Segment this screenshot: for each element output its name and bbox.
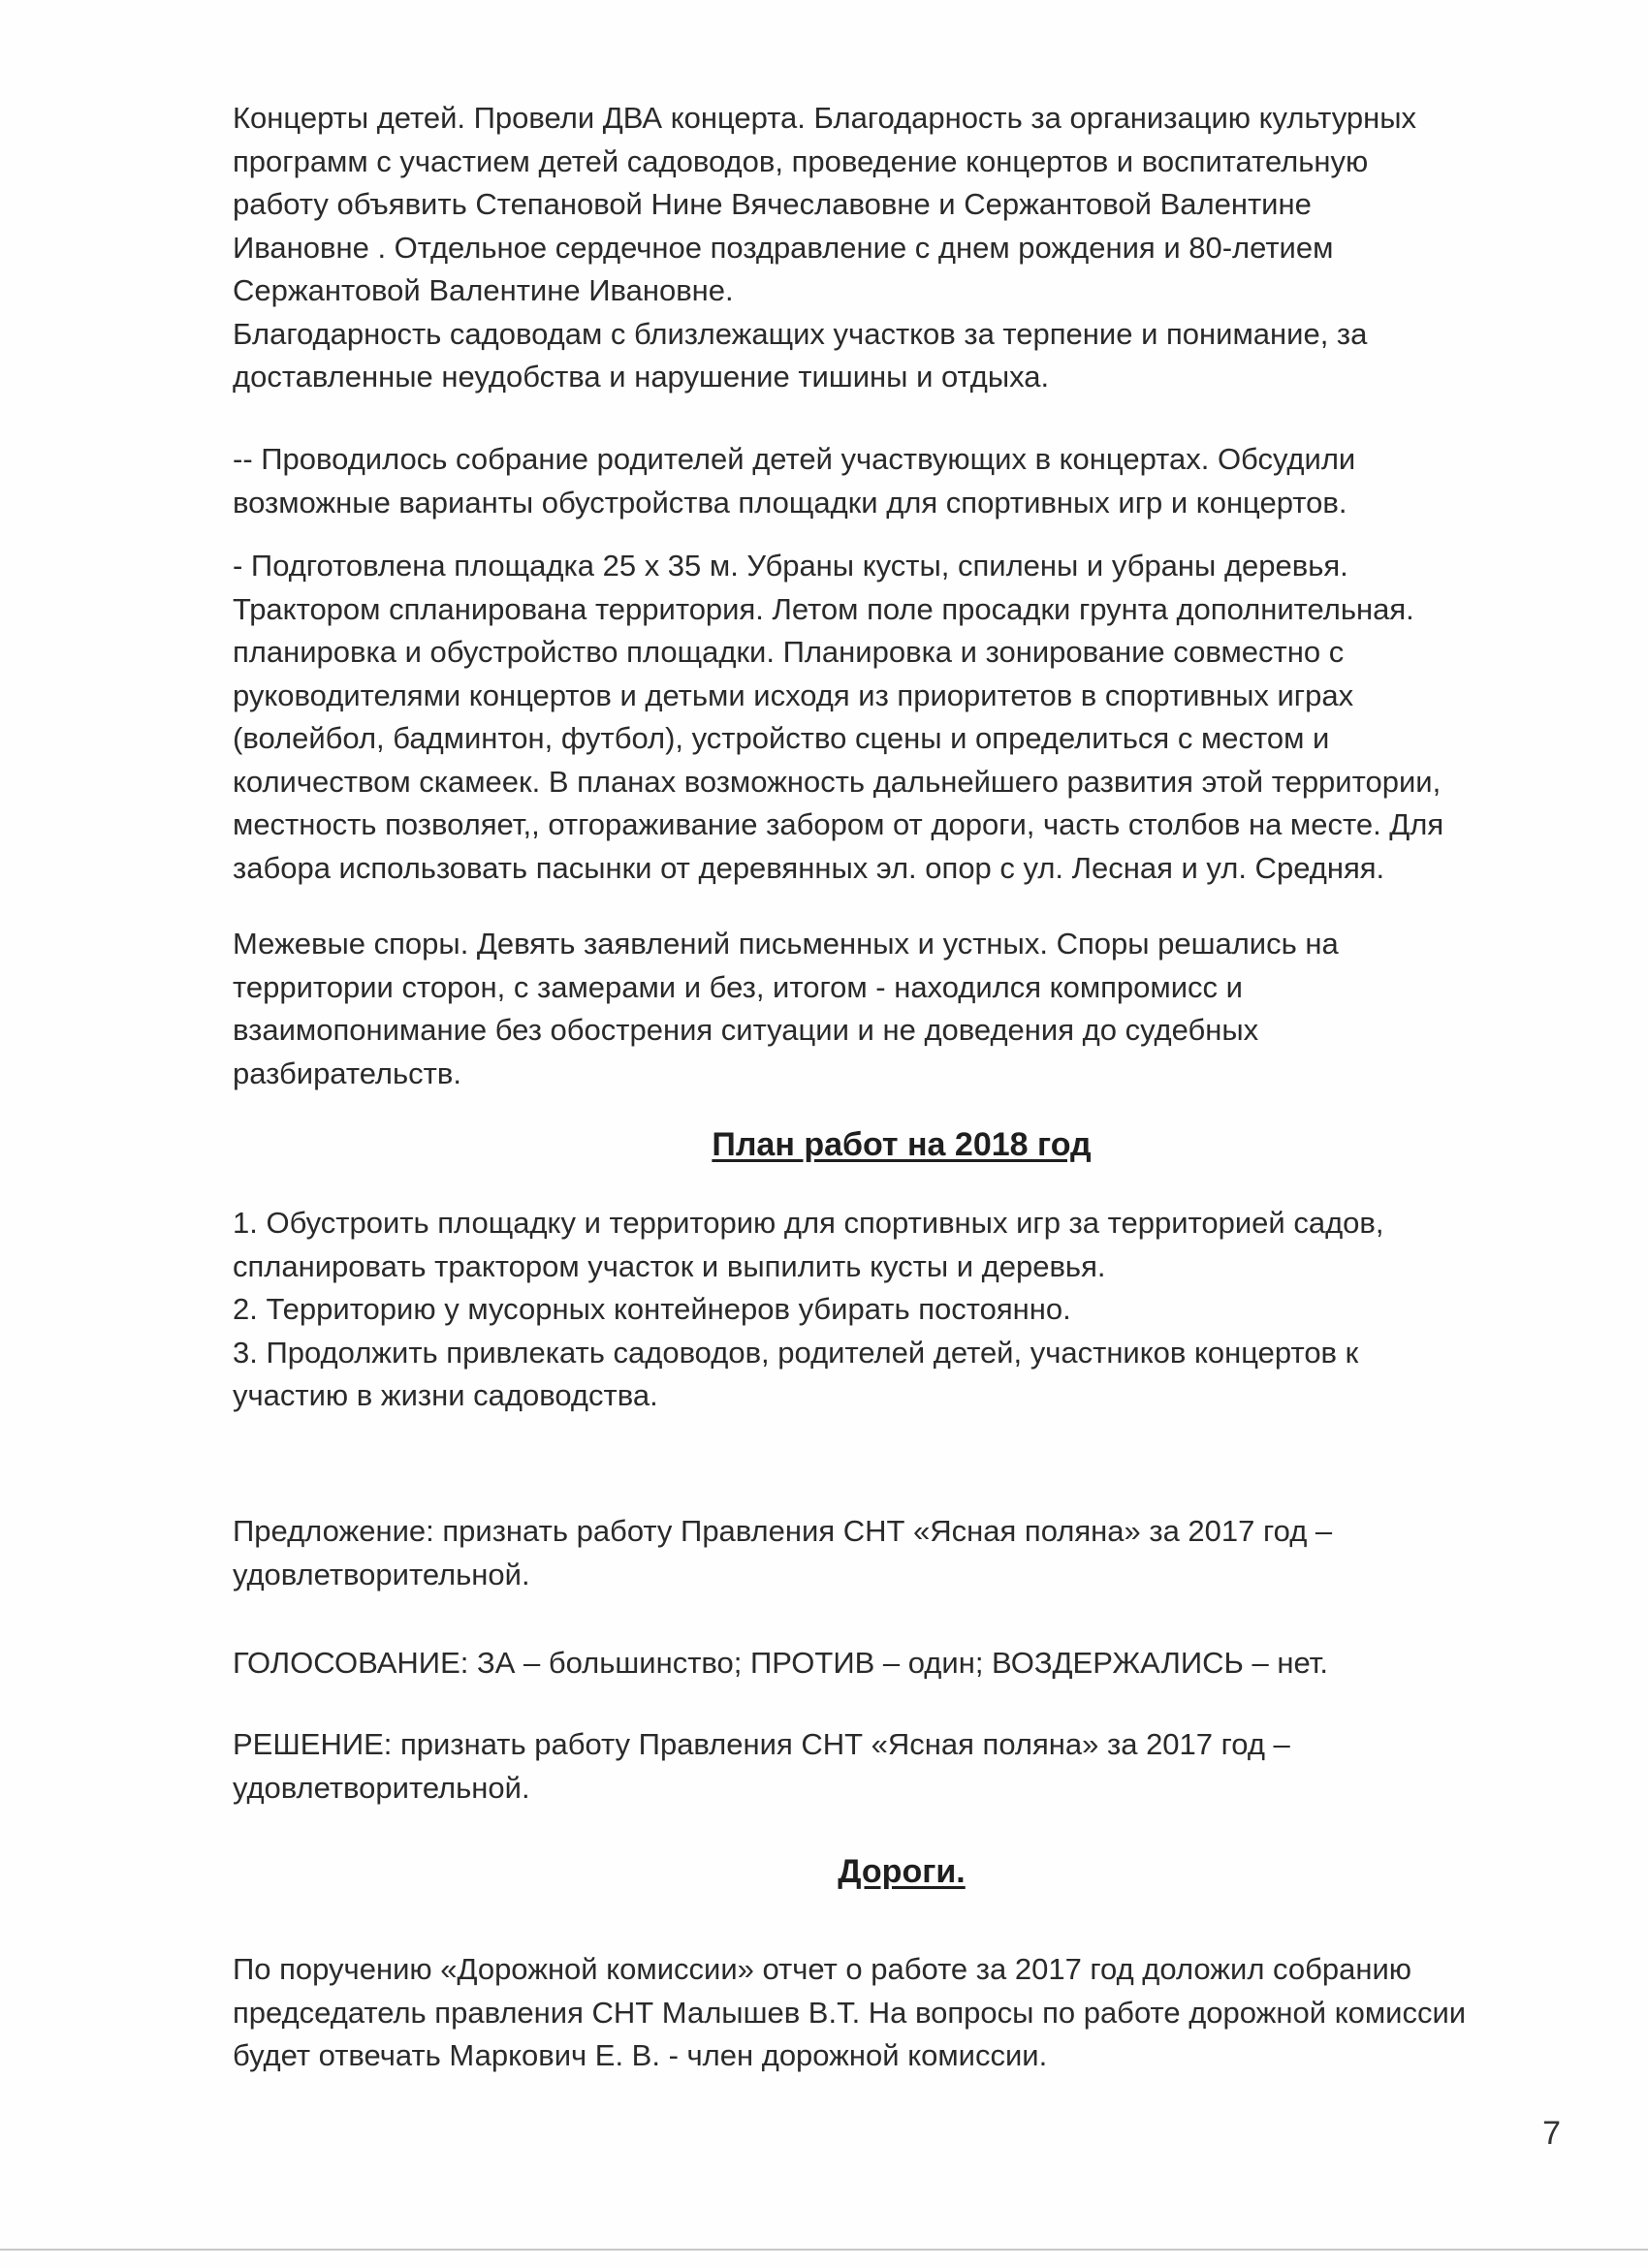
vote-paragraph [233,1642,1522,1685]
text-line: доставленные неудобства и нарушение тишины и отдыха. [233,360,1050,394]
text-line: забора использовать пасынки от деревянных эл. опор с ул. Лесная и ул. Средняя. [233,850,1385,885]
text-line: председатель правления СНТ Малышев В.Т. На вопросы по работе дорожной комиссии [233,1995,1467,2030]
text-line: территории сторон, с замерами и без, итогом - находился компромисс и [233,969,1243,1004]
text-line: программ с участием детей садоводов, проведение концертов и воспитательную [233,143,1369,178]
text-line: удовлетворительной. [233,1770,530,1805]
text-line: планировка и обустройство площадки. Планировка и зонирование совместно с [233,635,1345,669]
text-line: Сержантовой Валентине Ивановне. [233,273,734,307]
text-line: (волейбол, бадминтон, футбол), устройство сцены и определиться с местом и [233,721,1330,755]
list-item: 1. Обустроить площадку и территорию для спортивных игр за территорией садов, [233,1206,1384,1240]
list-item: участию в жизни садоводства. [233,1378,658,1412]
roads-heading: Дороги. [838,1853,966,1890]
paragraph-boundary-disputes [233,923,1522,1095]
text-line: возможные варианты обустройства площадки для спортивных игр и концертов. [233,485,1347,520]
text-line: руководителями концертов и детьми исходя из приоритетов в спортивных играх [233,677,1354,712]
paragraph-parents-meeting [233,438,1522,524]
text-line: удовлетворительной. [233,1557,530,1591]
list-item: 3. Продолжить привлекать садоводов, родителей детей, участников концертов к [233,1335,1359,1370]
text-line: взаимопонимание без обострения ситуации и не доведения до судебных [233,1013,1259,1047]
text-line: Благодарность садоводам с близлежащих участков за терпение и понимание, за [233,316,1368,351]
roads-paragraph [233,1948,1522,2078]
paragraph-playground [233,545,1522,890]
paragraph-concerts [233,97,1522,399]
page-number: 7 [1542,2115,1561,2152]
text-line: будет отвечать Маркович Е. В. - член дорожной комиссии. [233,2038,1048,2072]
scan-edge-line [0,2249,1648,2251]
list-item: спланировать трактором участок и выпилить кусты и деревья. [233,1248,1106,1283]
decision-paragraph [233,1723,1522,1810]
plan-heading: План работ на 2018 год [712,1126,1092,1163]
plan-list [233,1202,1522,1418]
text-line: Концерты детей. Провели ДВА концерта. Благодарность за организацию культурных [233,101,1417,135]
list-item: 2. Территорию у мусорных контейнеров убирать постоянно. [233,1292,1071,1326]
text-line: Ивановне . Отдельное сердечное поздравление с днем рождения и 80-летием [233,230,1334,265]
text-line: Межевые споры. Девять заявлений письменных и устных. Споры решались на [233,927,1339,961]
text-line: -- Проводилось собрание родителей детей участвующих в концертах. Обсудили [233,442,1356,476]
text-line: ГОЛОСОВАНИЕ: ЗА – большинство; ПРОТИВ – один; ВОЗДЕРЖАЛИСЬ – нет. [233,1646,1329,1680]
text-line: разбирательств. [233,1055,461,1090]
text-line: местность позволяет,, отгораживание забором от дороги, часть столбов на месте. Для [233,807,1444,841]
text-line: По поручению «Дорожной комиссии» отчет о работе за 2017 год доложил собранию [233,1952,1412,1986]
text-line: РЕШЕНИЕ: признать работу Правления СНТ «Ясная поляна» за 2017 год – [233,1727,1290,1761]
text-line: Трактором спланирована территория. Летом поле просадки грунта дополнительная. [233,591,1414,626]
text-line: работу объявить Степановой Нине Вячеславовне и Сержантовой Валентине [233,187,1312,221]
text-line: Предложение: признать работу Правления СНТ «Ясная поляна» за 2017 год – [233,1514,1333,1548]
text-line: количеством скамеек. В планах возможность дальнейшего развития этой территории, [233,764,1442,799]
proposal-paragraph [233,1510,1522,1596]
text-line: - Подготовлена площадка 25 х 35 м. Убраны кусты, спилены и убраны деревья. [233,549,1348,583]
